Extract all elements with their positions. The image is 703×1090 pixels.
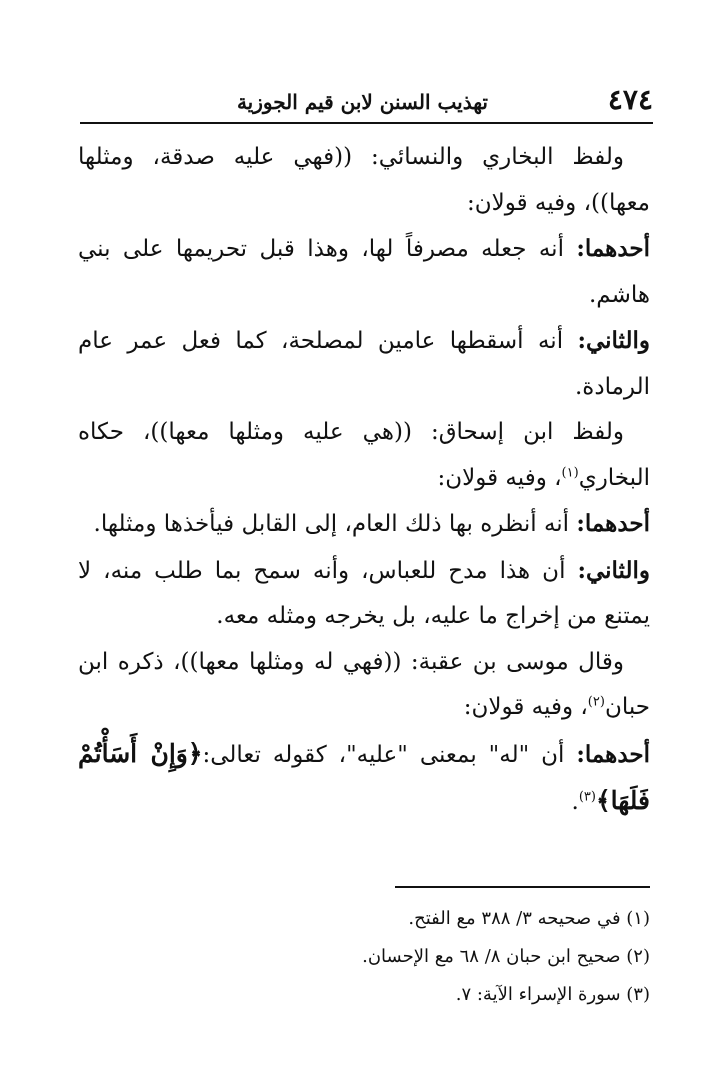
paragraph-8-end: . [571, 789, 579, 815]
paragraph-2-text: أنه جعله مصرفاً لها، وهذا قبل تحريمها على بني هاشم. [78, 236, 650, 308]
paragraph-5-label: أحدهما: [576, 510, 650, 537]
paragraph-8-text: أن "له" بمعنى "عليه"، كقوله تعالى: [202, 741, 577, 768]
paragraph-7-text-b: ، وفيه قولان: [463, 694, 588, 720]
paragraph-2-label: أحدهما: [576, 235, 650, 262]
footnote-2: (٢) صحيح ابن حبان ٨/ ٦٨ مع الإحسان. [362, 946, 650, 967]
footnote-ref-1: (١) [561, 464, 579, 480]
paragraph-6 [78, 548, 650, 640]
paragraph-7 [78, 640, 650, 731]
quran-verse: ﴿وَإِنْ أَسَأْتُمْ فَلَهَا﴾ [78, 738, 650, 815]
paragraph-3-label: والثاني: [577, 327, 650, 354]
paragraph-8-label: أحدهما: [576, 740, 650, 768]
paragraph-4-text-b: ، وفيه قولان: [437, 464, 562, 491]
footnote-ref-3: (٣) [578, 789, 596, 805]
paragraph-8 [78, 731, 650, 826]
paragraph-1 [78, 135, 650, 226]
paragraph-2 [78, 226, 650, 318]
footnotes [200, 900, 650, 1014]
page-header [80, 82, 653, 124]
paragraph-5-text: أنه أنظره بها ذلك العام، إلى القابل فيأخذها ومثلها. [93, 511, 577, 537]
paragraph-6-label: والثاني: [577, 556, 650, 584]
footnote-1: (١) في صحيحه ٣/ ٣٨٨ مع الفتح. [408, 908, 650, 929]
footnote-3: (٣) سورة الإسراء الآية: ٧. [455, 984, 650, 1005]
running-title: تهذيب السنن لابن قيم الجوزية [236, 90, 488, 114]
paragraph-4 [78, 410, 650, 501]
paragraph-7-text-a: وقال موسى بن عقبة: ((فهي له ومثلها معها))، ذكره ابن حبان [78, 648, 650, 720]
paragraph-6-text: أن هذا مدح للعباس، وأنه سمح بما طلب منه، لا يمتنع من إخراج ما عليه، بل يخرجه ومثله معه. [78, 557, 650, 629]
paragraph-3-text: أنه أسقطها عامين لمصلحة، كما فعل عمر عام الرمادة. [78, 328, 650, 400]
paragraph-5 [78, 501, 650, 548]
footnote-separator [395, 886, 650, 888]
page-number: ٤٧٤ [607, 83, 653, 116]
paragraph-1-text: ولفظ البخاري والنسائي: ((فهي عليه صدقة، ومثلها معها))، وفيه قولان: [78, 144, 650, 216]
main-text [78, 135, 650, 826]
paragraph-3 [78, 318, 650, 410]
footnote-ref-2: (٢) [587, 694, 605, 710]
paragraph-4-text-a: ولفظ ابن إسحاق: ((هي عليه ومثلها معها))، حكاه البخاري [78, 419, 650, 491]
